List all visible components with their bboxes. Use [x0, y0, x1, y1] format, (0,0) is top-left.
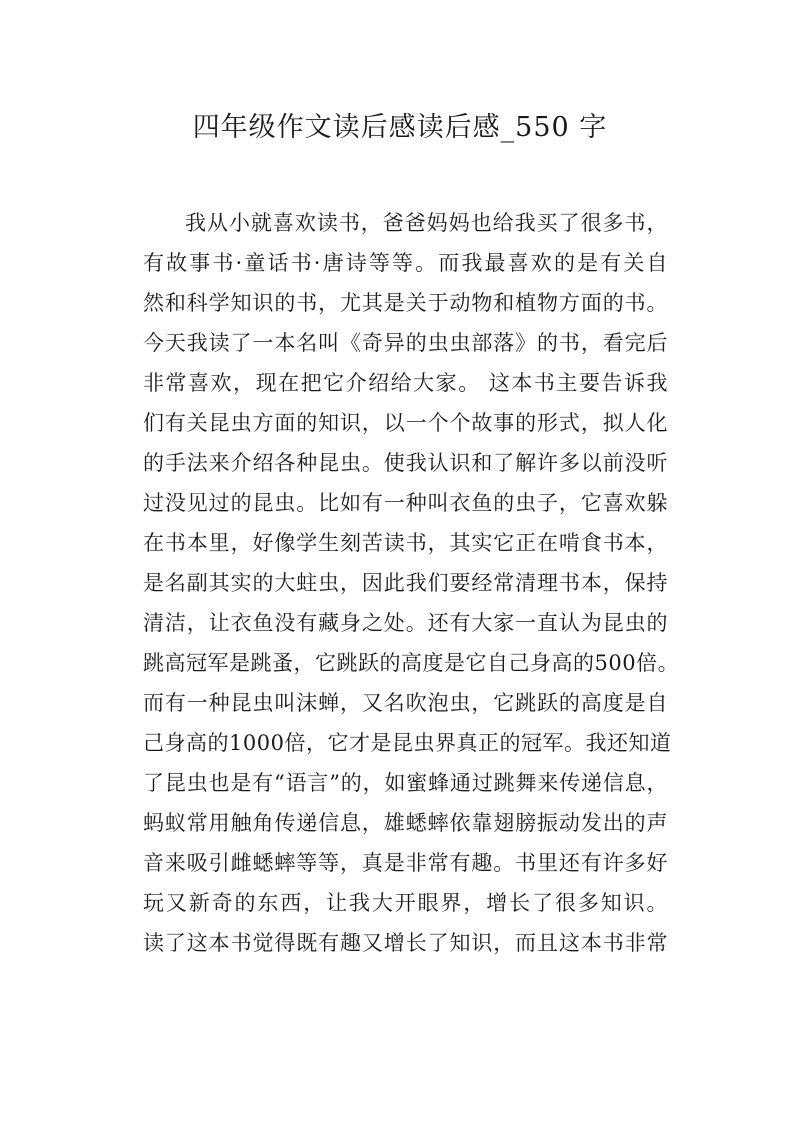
- body-line: 过没见过的昆虫。比如有一种叫衣鱼的虫子，它喜欢躲: [143, 491, 668, 515]
- body-line: 清洁，让衣鱼没有藏身之处。还有大家一直认为昆虫的: [143, 611, 668, 635]
- document-body: [143, 203, 680, 963]
- body-line: 蚂蚁常用触角传递信息，雄蟋蟀依靠翅膀振动发出的声: [143, 811, 668, 835]
- body-line: 己身高的1000倍，它才是昆虫界真正的冠军。我还知道: [143, 731, 672, 755]
- body-line: 是名副其实的大蛀虫，因此我们要经常清理书本，保持: [143, 571, 668, 595]
- body-line: 了昆虫也是有“语言”的，如蜜蜂通过跳舞来传递信息，: [143, 771, 668, 795]
- body-line: 的手法来介绍各种昆虫。使我认识和了解许多以前没听: [143, 451, 668, 475]
- body-line: 非常喜欢，现在把它介绍给大家。 这本书主要告诉我: [143, 371, 668, 395]
- body-line: 而有一种昆虫叫沫蝉，又名吹泡虫，它跳跃的高度是自: [143, 691, 668, 715]
- body-line: 我从小就喜欢读书，爸爸妈妈也给我买了很多书，: [185, 211, 668, 235]
- body-line: 玩又新奇的东西，让我大开眼界，增长了很多知识。: [143, 891, 668, 915]
- body-line: 们有关昆虫方面的知识，以一个个故事的形式，拟人化: [143, 411, 668, 435]
- body-line: 然和科学知识的书，尤其是关于动物和植物方面的书。: [143, 291, 668, 315]
- body-line: 有故事书·童话书·唐诗等等。而我最喜欢的是有关自: [143, 251, 668, 275]
- body-line: 在书本里，好像学生刻苦读书，其实它正在啃食书本，: [143, 531, 668, 555]
- body-line: 跳高冠军是跳蚤，它跳跃的高度是它自己身高的500倍。: [143, 651, 680, 675]
- body-line: 音来吸引雌蟋蟀等等，真是非常有趣。书里还有许多好: [143, 851, 668, 875]
- body-line: 读了这本书觉得既有趣又增长了知识，而且这本书非常: [143, 931, 668, 955]
- document-title: 四年级作文读后感读后感_550 字: [192, 112, 608, 143]
- body-line: 今天我读了一本名叫《奇异的虫虫部落》的书，看完后: [143, 331, 668, 355]
